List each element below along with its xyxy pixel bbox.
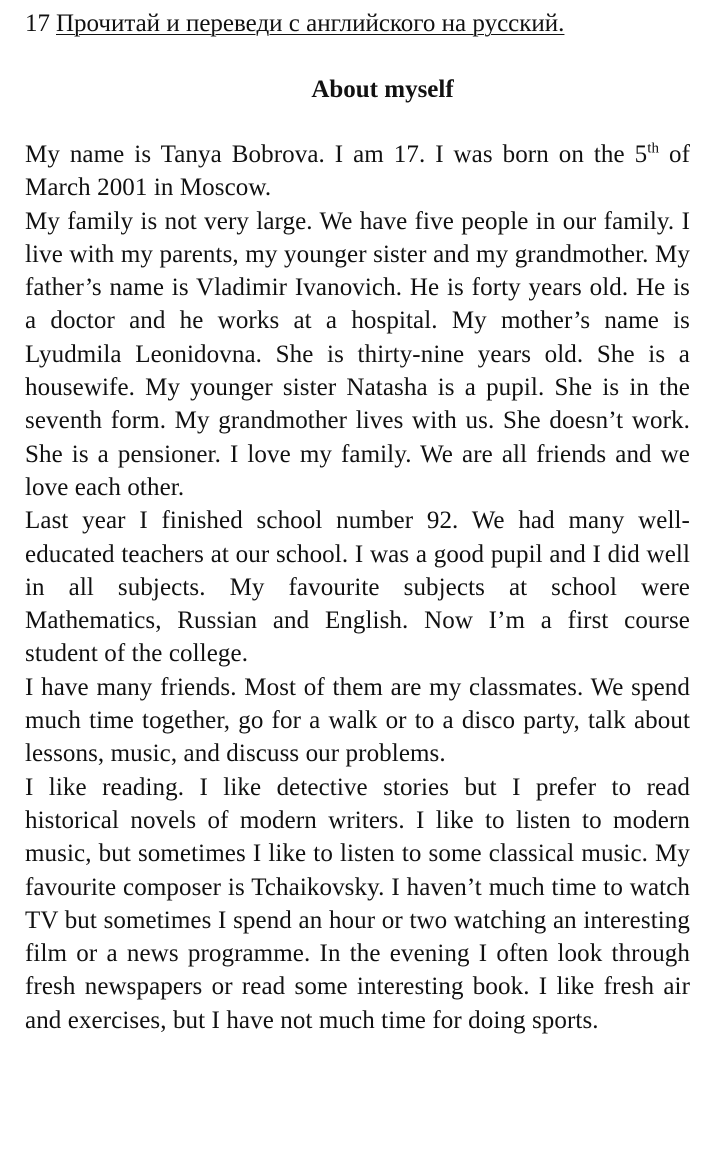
ordinal-suffix: th (647, 140, 660, 157)
task-header (25, 6, 690, 42)
document-title: About myself (311, 76, 454, 103)
paragraph-family: My family is not very large. We have five people in our family. I live with my parents, my younger sister and my grandmother. My father’s name is Vladimir Ivanovich. He is forty years old. He is a doctor and he works at a hospital. My mother’s name is Lyudmila Leonidovna. She is thirty-nine years old. She is a housewife. My younger sister Natasha is a pupil. She is in the seventh form. My grandmother lives with us. She doesn’t work. She is a pensioner. I love my family. We are all friends and we love each other. (25, 207, 690, 501)
paragraph-intro-text: My name is Tanya Bobrova. I am 17. I was born on the 5 (25, 141, 648, 168)
paragraph-friends: I have many friends. Most of them are my classmates. We spend much time together, go for a walk or to a disco party, talk about lessons, music, and discuss our problems. (25, 673, 690, 768)
paragraph-school: Last year I finished school number 92. We had many well-educated teachers at our school. I was a good pupil and I did well in all subjects. My favourite subjects at school were Mathematics, Russian and English. Now I’m a first course student of the college. (25, 507, 690, 668)
task-instruction: Прочитай и переведи с английского на русский. (56, 10, 565, 37)
paragraph-intro-text-end: of March 2001 in Moscow. (25, 141, 690, 202)
paragraph-intro (25, 138, 690, 205)
paragraph-hobbies: I like reading. I like detective stories but I prefer to read historical novels of modern writers. I like to listen to modern music, but sometimes I like to listen to some classical music. My favourite composer is Tchaikovsky. I haven’t much time to watch TV but sometimes I spend an hour or two watching an interesting film or a news programme. In the evening I often look through fresh newspapers or read some interesting book. I like fresh air and exercises, but I have not much time for doing sports. (25, 773, 690, 1034)
task-number: 17 (25, 10, 50, 37)
